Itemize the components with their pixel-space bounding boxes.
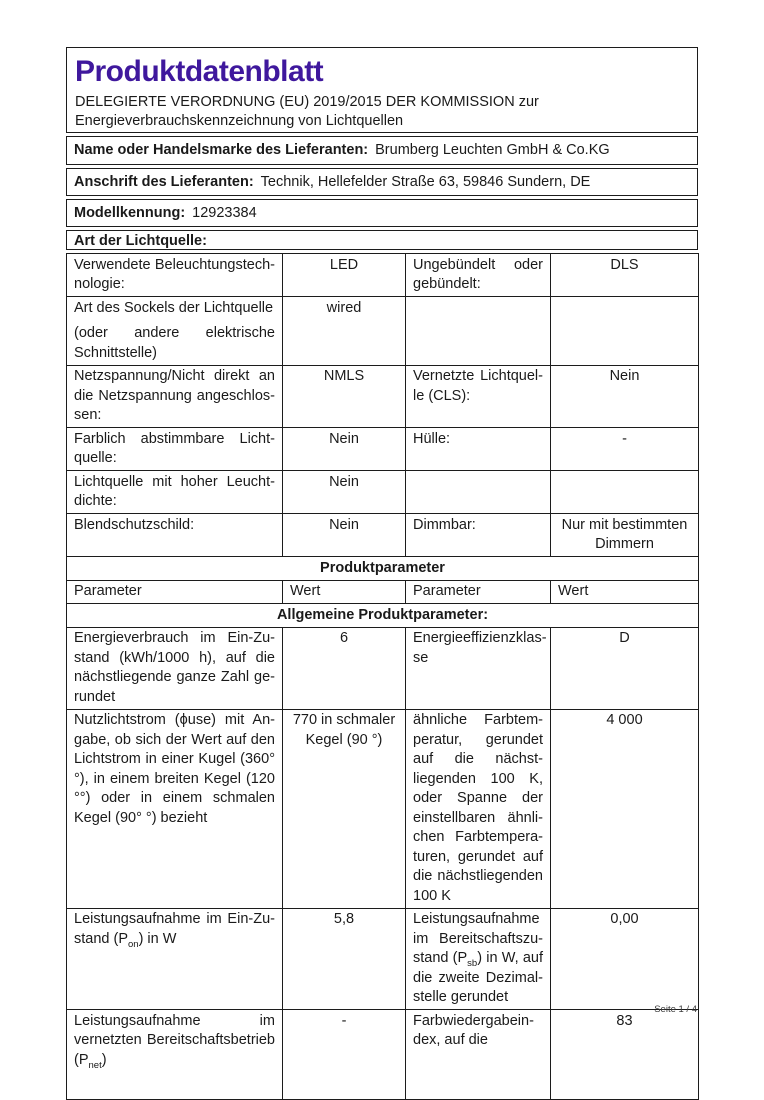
param-label-cell: Vernetzte Lichtquelle (CLS): bbox=[406, 365, 551, 428]
param-label-cell: Dimmbar: bbox=[406, 514, 551, 557]
table-row-networked-standby-power bbox=[67, 1010, 699, 1100]
subtitle-line-2: Energieverbrauchskennzeichnung von Lichtquellen bbox=[75, 113, 404, 129]
supplier-address-label: Anschrift des Lieferanten: bbox=[74, 173, 254, 190]
param-value-cell: Nein bbox=[283, 428, 406, 471]
param-label-cell bbox=[67, 1010, 283, 1100]
product-parameters-table bbox=[66, 253, 699, 1100]
subscript-on: on bbox=[128, 938, 139, 950]
param-label-cell bbox=[406, 908, 551, 1010]
light-source-type-row bbox=[66, 230, 698, 250]
label-text: ) bbox=[101, 1051, 107, 1068]
column-header-parameter: Parameter bbox=[406, 580, 551, 604]
param-label-cell: Energieeffizienzklasse bbox=[406, 627, 551, 709]
section-heading: Produktparameter bbox=[67, 557, 699, 581]
supplier-name-label: Name oder Handelsmarke des Lieferanten: bbox=[74, 141, 369, 158]
table-row-energy-consumption bbox=[67, 627, 699, 709]
table-row-colour-tunable bbox=[67, 428, 699, 471]
param-value-cell: Nein bbox=[283, 471, 406, 514]
column-header-wert: Wert bbox=[283, 580, 406, 604]
param-value-cell bbox=[551, 471, 699, 514]
param-label-cell: Netzspannung/Nicht direkt an die Netzspannung angeschlossen: bbox=[67, 365, 283, 428]
socket-type-line-2: (oder andere elektrische Schnittstelle) bbox=[74, 325, 275, 361]
column-header-parameter: Parameter bbox=[67, 580, 283, 604]
subscript-sb: sb bbox=[467, 957, 478, 969]
param-value-cell: 5,8 bbox=[283, 908, 406, 1010]
param-value-cell: 0,00 bbox=[551, 908, 699, 1010]
param-label-cell: Lichtquelle mit hoher Leuchtdichte: bbox=[67, 471, 283, 514]
table-row-anti-glare bbox=[67, 514, 699, 557]
model-id-label: Modellkennung: bbox=[74, 204, 186, 221]
label-text: ) in W, auf die zweite Dezimalstelle gerundet bbox=[413, 950, 543, 1005]
param-value-cell: 770 in schmaler Kegel (90 °) bbox=[283, 709, 406, 908]
param-value-cell: Nur mit bestimmten Dimmern bbox=[551, 514, 699, 557]
table-row-socket-type bbox=[67, 297, 699, 366]
param-value-cell: D bbox=[551, 627, 699, 709]
param-label-cell bbox=[406, 297, 551, 366]
param-value-cell: DLS bbox=[551, 254, 699, 297]
section-heading: Allgemeine Produktparameter: bbox=[67, 604, 699, 628]
label-text: ) in W bbox=[138, 930, 177, 947]
param-value-cell: NMLS bbox=[283, 365, 406, 428]
column-header-wert: Wert bbox=[551, 580, 699, 604]
supplier-name-value: Brumberg Leuchten GmbH & Co.KG bbox=[375, 141, 610, 158]
param-label-cell: Energieverbrauch im Ein-Zustand (kWh/1000 h), auf die nächstliegende ganze Zahl gerundet bbox=[67, 627, 283, 709]
page-title: Produktdatenblatt bbox=[75, 55, 324, 88]
param-label-cell: Hülle: bbox=[406, 428, 551, 471]
label-text: Leistungsaufnahme im Ein-Zustand (P bbox=[74, 911, 275, 947]
param-label-cell: Farbwiedergabeindex, auf die bbox=[406, 1010, 551, 1100]
param-label-cell: Blendschutzschild: bbox=[67, 514, 283, 557]
param-label-cell bbox=[406, 471, 551, 514]
supplier-address-value: Technik, Hellefelder Straße 63, 59846 Sundern, DE bbox=[260, 173, 591, 190]
supplier-address-row bbox=[66, 168, 698, 196]
table-section-allgemeine bbox=[67, 604, 699, 628]
table-row-useful-luminous-flux bbox=[67, 709, 699, 908]
param-label-cell: Nutzlichtstrom (ϕuse) mit Angabe, ob sich der Wert auf den Lichtstrom in einer Kugel (360° °), in einem breiten Kegel (120 °°) oder in einem schmalen Kegel (90° °) bezieht bbox=[67, 709, 283, 908]
model-id-value: 12923384 bbox=[192, 204, 257, 221]
param-value-cell: LED bbox=[283, 254, 406, 297]
supplier-name-row bbox=[66, 136, 698, 165]
param-value-cell: - bbox=[283, 1010, 406, 1100]
param-label-cell bbox=[67, 908, 283, 1010]
label-text: Leistungsaufnahme im Bereitschaftszustand (P bbox=[413, 911, 543, 966]
param-label-cell: Ungebündelt oder gebündelt: bbox=[406, 254, 551, 297]
param-value-cell: - bbox=[551, 428, 699, 471]
table-row-mains-voltage bbox=[67, 365, 699, 428]
param-label-cell bbox=[67, 297, 283, 366]
param-label-cell: ähnliche Farbtemperatur, gerundet auf die nächstliegenden 100 K, oder Spanne der einstellbaren ähnlichen Farbtemperaturen, gerundet auf die nächstliegenden 100 K bbox=[406, 709, 551, 908]
param-value-cell: 83 bbox=[551, 1010, 699, 1100]
param-value-cell: 6 bbox=[283, 627, 406, 709]
regulation-subtitle bbox=[75, 93, 689, 131]
param-label-cell: Farblich abstimmbare Lichtquelle: bbox=[67, 428, 283, 471]
label-text: Leistungsaufnahme im vernetzten Bereitschaftsbetrieb (P bbox=[74, 1012, 275, 1068]
table-column-header-row bbox=[67, 580, 699, 604]
table-row-on-mode-power bbox=[67, 908, 699, 1010]
param-value-cell: Nein bbox=[551, 365, 699, 428]
table-row-technology bbox=[67, 254, 699, 297]
title-box bbox=[66, 47, 698, 133]
subtitle-line-1: DELEGIERTE VERORDNUNG (EU) 2019/2015 DER KOMMISSION zur bbox=[75, 94, 539, 110]
table-row-high-luminance bbox=[67, 471, 699, 514]
param-value-cell: Nein bbox=[283, 514, 406, 557]
socket-type-line-1: Art des Sockels der Lichtquelle bbox=[74, 299, 274, 316]
param-value-cell bbox=[551, 297, 699, 366]
table-section-produktparameter bbox=[67, 557, 699, 581]
param-label-cell: Verwendete Beleuchtungstechnologie: bbox=[67, 254, 283, 297]
light-source-type-label: Art der Lichtquelle: bbox=[74, 232, 207, 249]
subscript-net: net bbox=[88, 1059, 102, 1071]
page-number: Seite 1 / 4 bbox=[654, 1004, 697, 1015]
param-value-cell: wired bbox=[283, 297, 406, 366]
model-id-row bbox=[66, 199, 698, 227]
param-value-cell: 4 000 bbox=[551, 709, 699, 908]
